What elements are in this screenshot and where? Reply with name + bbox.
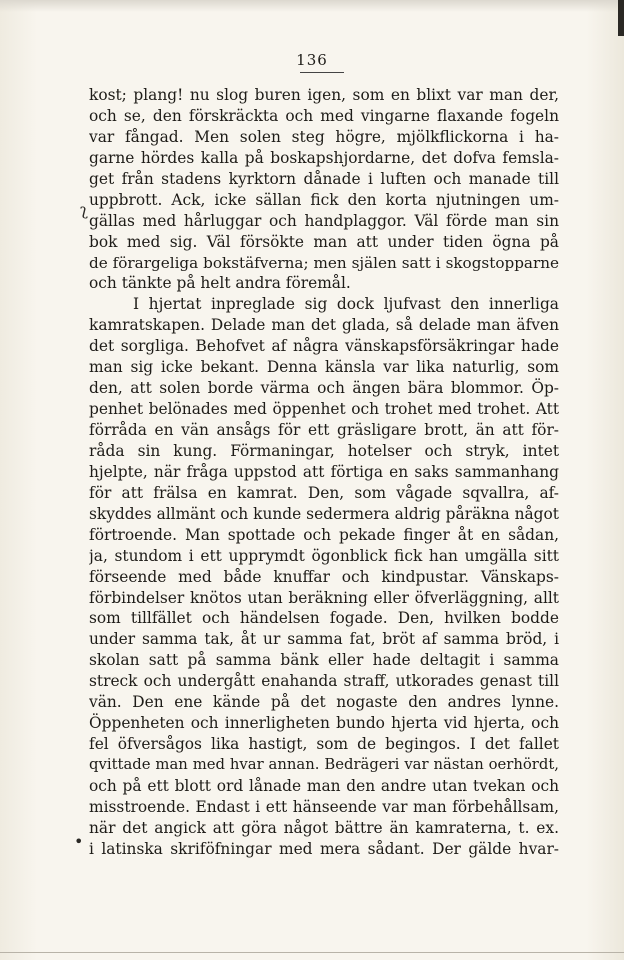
- text-line-37: i latinska skriföfningar med mera sådant. Der gälde hvar-: [89, 839, 559, 858]
- text-line-7: gällas med hårluggar och handplaggor. Väl förde man sin: [89, 211, 559, 230]
- text-line-36: när det angick att göra något bättre än kamraterna, t. ex.: [89, 818, 559, 837]
- text-line-29: streck och undergått enahanda straff, utkorades genast till: [89, 672, 559, 691]
- text-line-19: hjelpte, när fråga uppstod att förtiga en saks sammanhang: [89, 462, 559, 481]
- text-line-4: garne hördes kalla på boskapshjordarne, det dofva femsla-: [89, 148, 559, 167]
- text-line-18: råda sin kung. Förmaningar, hotelser och stryk, intet: [89, 441, 559, 460]
- page-top-shadow: [0, 0, 624, 12]
- page-number: 136: [296, 51, 328, 69]
- text-line-35: misstroende. Endast i ett hänseende var man förbehållsam,: [89, 797, 559, 816]
- text-line-32: fel öfversågos lika hastigt, som de begingos. I det fallet: [89, 735, 559, 754]
- text-line-14: man sig icke bekant. Denna känsla var lika naturlig, som: [89, 358, 559, 377]
- text-line-24: förseende med både knuffar och kindpustar. Vänskaps-: [89, 567, 559, 586]
- page-bottom-edge: [0, 952, 624, 953]
- text-line-6: uppbrott. Ack, icke sällan fick den korta njutningen um-: [89, 190, 559, 209]
- text-line-8: bok med sig. Väl försökte man att under tiden ögna på: [89, 232, 559, 251]
- text-line-1: kost; plang! nu slog buren igen, som en blixt var man der,: [89, 86, 559, 104]
- text-line-26: som tillfället och händelsen fogade. Den, hvilken bodde: [89, 609, 559, 628]
- text-line-34: och på ett blott ord lånade man den andre utan tvekan och: [89, 776, 559, 795]
- text-line-33: qvittade man med hvar annan. Bedrägeri var nästan oerhördt,: [89, 756, 559, 773]
- text-line-11: I hjertat inpreglade sig dock ljufvast den innerliga: [133, 295, 559, 314]
- text-line-22: förtroende. Man spottade och pekade finger åt en sådan,: [89, 525, 559, 544]
- body-text: [89, 85, 559, 860]
- text-line-3: var fångad. Men solen steg högre, mjölkflickorna i ha-: [89, 127, 559, 146]
- text-line-23: ja, stundom i ett upprymdt ögonblick fick han umgälla sitt: [89, 546, 559, 565]
- page-edge-mark: [618, 0, 624, 36]
- text-line-13: det sorgliga. Behofvet af några vänskapsförsäkringar hade: [89, 337, 559, 356]
- text-line-10: och tänkte på helt andra föremål.: [89, 274, 351, 293]
- text-line-12: kamratskapen. Delade man det glada, så delade man äfven: [89, 316, 559, 335]
- text-line-16: penhet belönades med öppenhet och trohet med trohet. Att: [89, 400, 559, 419]
- text-line-17: förråda en vän ansågs för ett gräsligare brott, än att för-: [89, 421, 559, 439]
- margin-mark-2: •: [74, 832, 84, 851]
- text-line-28: skolan satt på samma bänk eller hade deltagit i samma: [89, 651, 559, 670]
- text-line-15: den, att solen borde värma och ängen bära blommor. Öp-: [89, 379, 559, 398]
- margin-mark-1: ʅ: [80, 200, 88, 219]
- text-line-21: skyddes allmänt och kunde sedermera aldrig påräkna något: [89, 504, 559, 523]
- text-line-5: get från stadens kyrktorn dånade i luften och manade till: [89, 169, 559, 188]
- page-number-rule: [300, 72, 344, 73]
- text-line-2: och se, den förskräckta och med vingarne flaxande fogeln: [89, 106, 559, 125]
- text-line-25: förbindelser knötos utan beräkning eller öfverläggning, allt: [89, 588, 559, 607]
- text-line-9: de förargeliga bokstäfverna; men själen satt i skogstopparne: [89, 253, 559, 272]
- text-line-30: vän. Den ene kände på det nogaste den andres lynne.: [89, 693, 559, 712]
- text-line-31: Öppenheten och innerligheten bundo hjerta vid hjerta, och: [89, 714, 559, 733]
- text-line-27: under samma tak, åt ur samma fat, bröt af samma bröd, i: [89, 630, 559, 649]
- text-line-20: för att frälsa en kamrat. Den, som vågade sqvallra, af-: [89, 483, 559, 502]
